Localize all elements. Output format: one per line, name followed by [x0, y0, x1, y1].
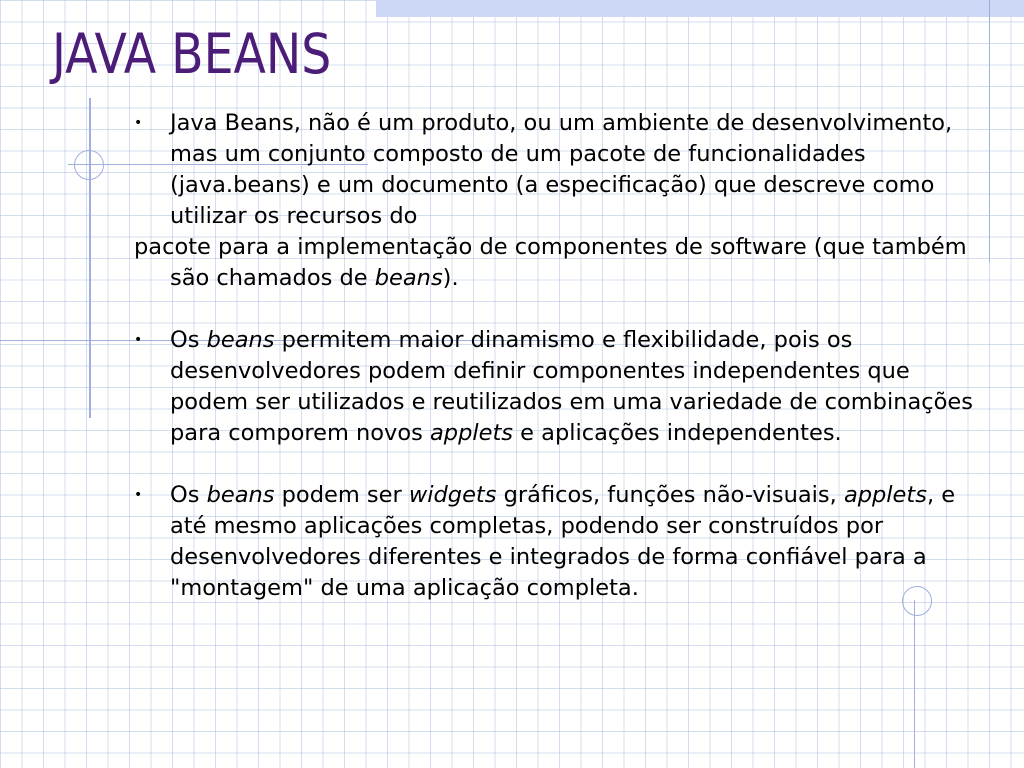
bullet-item-1-continuation: [134, 232, 994, 294]
bullet-dot: •: [134, 115, 143, 131]
bullet-item-1: [134, 108, 994, 232]
top-accent-bar: [376, 0, 1024, 17]
bullet-dot: •: [134, 487, 143, 503]
bullet-3-text-a: Os: [170, 482, 207, 508]
bullet-3-text-c: gráficos, funções não-visuais,: [496, 482, 844, 508]
bullet-2-text-c: e aplicações independentes.: [513, 420, 842, 446]
bullet-3-text-b: podem ser: [274, 482, 409, 508]
italic-applets: applets: [430, 420, 514, 446]
continuation-text: pacote para a implementação de componentes de software (que também são chamados de: [134, 234, 967, 291]
italic-beans: beans: [206, 327, 275, 353]
italic-applets: applets: [843, 482, 927, 508]
italic-beans: beans: [374, 265, 443, 291]
bullet-item-3: [134, 480, 994, 604]
decor-circle-left: [74, 150, 104, 180]
bullet-3-text-d: , e até mesmo aplicações completas, podendo ser construídos por desenvolvedores diferentes e integrados de forma confiável para a "montagem" de uma aplicação completa.: [170, 482, 956, 601]
italic-widgets: widgets: [408, 482, 497, 508]
bullet-1-text: Java Beans, não é um produto, ou um ambiente de desenvolvimento, mas um conjunto composto de um pacote de funcionalidades (java.beans) e um documento (a especificação) que descreve como utilizar os recursos do: [170, 110, 953, 229]
bullet-item-2: [134, 325, 994, 449]
italic-beans: beans: [206, 482, 275, 508]
continuation-end: ).: [442, 265, 459, 291]
slide-title: JAVA BEANS: [52, 22, 332, 86]
decor-vertical-line-left: [89, 98, 91, 418]
bullet-2-text-b: permitem maior dinamismo e flexibilidade, pois os desenvolvedores podem definir componentes independentes que podem ser utilizados e reutilizados em uma variedade de combinações para comporem novos: [170, 327, 973, 446]
slide-body: [134, 108, 994, 604]
bullet-2-text-a: Os: [170, 327, 207, 353]
decor-vertical-line-bottom: [914, 600, 915, 768]
bullet-dot: •: [134, 332, 143, 348]
